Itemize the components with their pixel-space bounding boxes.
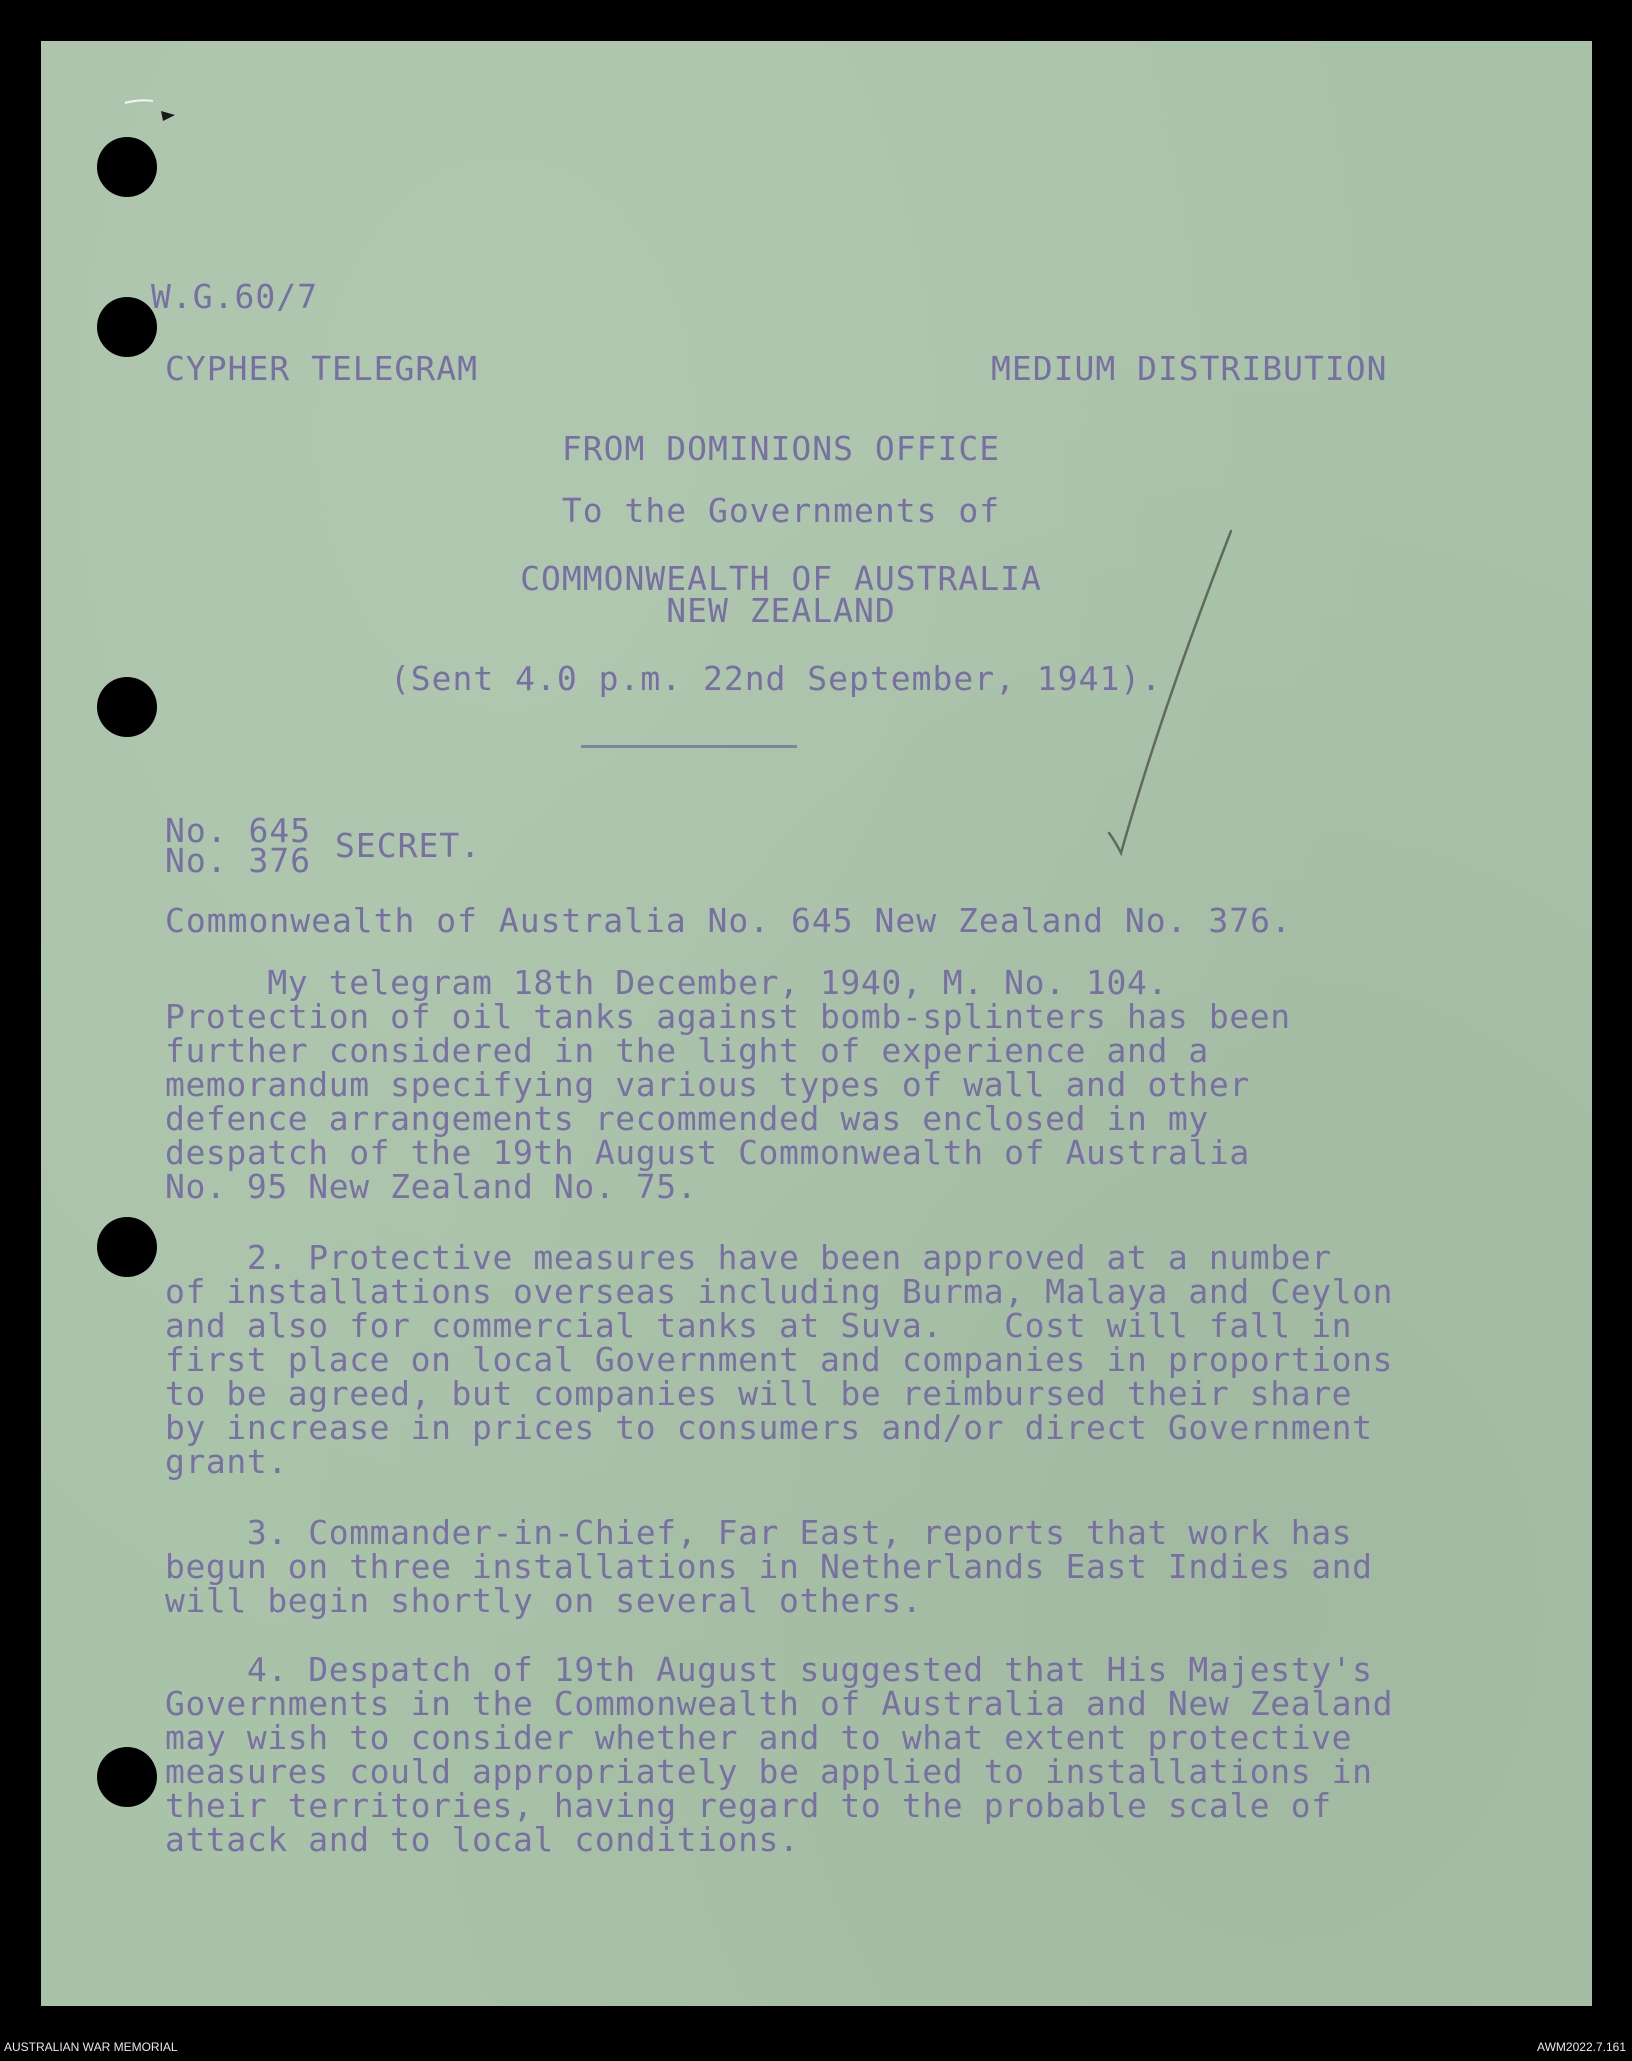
sent-line: (Sent 4.0 p.m. 22nd September, 1941). <box>389 659 1163 698</box>
footer-left: AUSTRALIAN WAR MEMORIAL <box>4 2040 178 2054</box>
classification: SECRET. <box>335 826 482 865</box>
document-page <box>41 41 1592 2006</box>
divider <box>581 745 797 748</box>
punch-hole <box>97 1747 157 1807</box>
number-1: No. 645 <box>165 811 312 850</box>
paragraph-4: 4. Despatch of 19th August suggested that His Majesty's Governments in the Commonwealth of Australia and New Zealand may wish to consider whether and to what extent protective measures could appropriately be applied to installations in their territories, having regard to the probable scale of attack and to local conditions. <box>165 1650 1394 1859</box>
recipient-1: COMMONWEALTH OF AUSTRALIA <box>520 559 1042 598</box>
number-2: No. 376 <box>165 841 312 880</box>
header-right: MEDIUM DISTRIBUTION <box>991 349 1388 388</box>
punch-hole <box>97 297 157 357</box>
to-line: To the Governments of <box>561 491 1001 530</box>
punch-hole <box>97 677 157 737</box>
subject-line: Commonwealth of Australia No. 645 New Zealand No. 376. <box>165 901 1292 940</box>
punch-hole <box>97 137 157 197</box>
paragraph-1: My telegram 18th December, 1940, M. No. 104. Protection of oil tanks against bomb-splinters has been further considered in the light of experience and a memorandum specifying various types of wall and other defence arrangements recommended was enclosed in my despatch of the 19th August Commonwealth of Australia No. 95 New Zealand No. 75. <box>165 963 1291 1206</box>
from-line: FROM DOMINIONS OFFICE <box>561 429 1001 468</box>
header-left: CYPHER TELEGRAM <box>165 349 479 388</box>
reference-number: W.G.60/7 <box>151 277 318 316</box>
pin-mark-icon <box>121 91 191 141</box>
paragraph-2: 2. Protective measures have been approved at a number of installations overseas including Burma, Malaya and Ceylon and also for commercial tanks at Suva. Cost will fall in first place on local Government and companies in proportions to be agreed, but companies will be reimbursed their share by increase in prices to consumers and/or direct Government grant. <box>165 1238 1394 1481</box>
paragraph-3: 3. Commander-in-Chief, Far East, reports that work has begun on three installations in Netherlands East Indies and will begin shortly on several others. <box>165 1513 1373 1620</box>
punch-hole <box>97 1217 157 1277</box>
footer-right: AWM2022.7.161 <box>1537 2040 1626 2054</box>
recipient-2: NEW ZEALAND <box>666 591 896 630</box>
